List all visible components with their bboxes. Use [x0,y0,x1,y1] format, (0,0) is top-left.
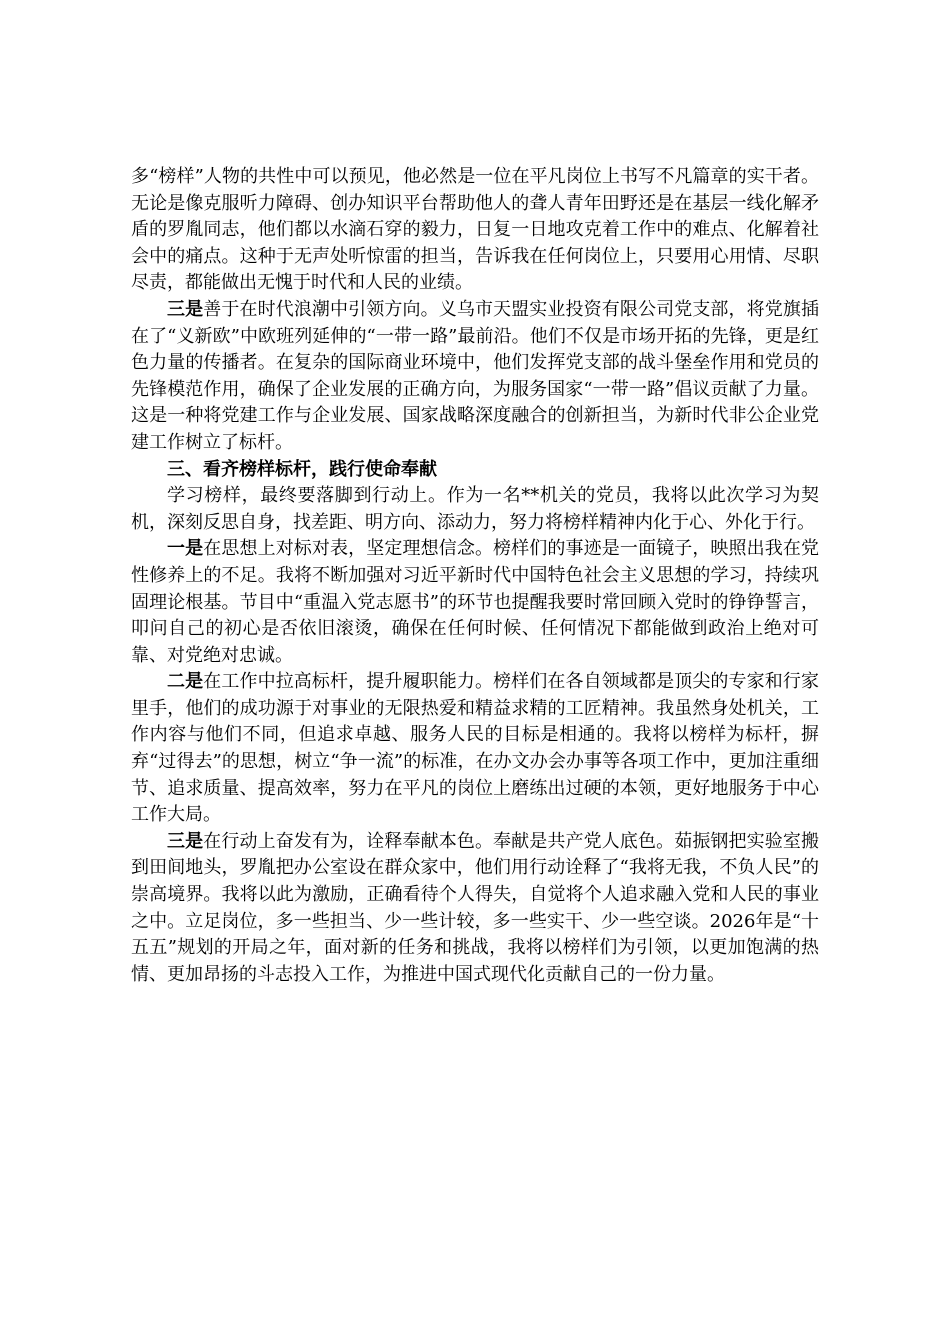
paragraph-point-one [131,536,819,669]
paragraph-text: 学习榜样，最终要落脚到行动上。作为一名**机关的党员，我将以此次学习为契机，深刻反思自身，找差距、明方向、添动力，努力将榜样精神内化于心、外化于行。 [131,485,819,533]
paragraph-intro [131,483,819,536]
paragraph-text: 在工作中拉高标杆，提升履职能力。榜样们在各自领域都是顶尖的专家和行家里手，他们的成功源于对事业的无限热爱和精益求精的工匠精神。我虽然身处机关，工作内容与他们不同，但追求卓越、服务人民的目标是相通的。我将以榜样为标杆，摒弃“过得去”的思想，树立“争一流”的标准，在办文办会办事等各项工作中，更加注重细节、追求质量、提高效率，努力在平凡的岗位上磨练出过硬的本领，更好地服务于中心工作大局。 [131,671,820,826]
paragraph-point-two [131,669,819,829]
paragraph-lead: 二是 [167,671,204,693]
document-body [131,164,819,988]
paragraph-point-three-innovation [131,297,819,457]
paragraph-text: 在思想上对标对表，坚定理想信念。榜样们的事迹是一面镜子，映照出我在党性修养上的不足。我将不断加强对习近平新时代中国特色社会主义思想的学习，持续巩固理论根基。节目中“重温入党志愿书”的环节也提醒我要时常回顾入党时的铮铮誓言，叩问自己的初心是否依旧滚烫，确保在任何时候、任何情况下都能做到政治上绝对可靠、对党绝对忠诚。 [131,538,820,666]
paragraph-lead: 三是 [167,830,204,852]
paragraph-text: 在行动上奋发有为，诠释奉献本色。奉献是共产党人底色。茹振钢把实验室搬到田间地头，罗胤把办公室设在群众家中，他们用行动诠释了“我将无我，不负人民”的崇高境界。我将以此为激励，正确看待个人得失，自觉将个人追求融入党和人民的事业之中。立足岗位，多一些担当、少一些计较，多一些实干、少一些空谈。2026年是“十五五”规划的开局之年，面对新的任务和挑战，我将以榜样们为引领，以更加饱满的热情、更加昂扬的斗志投入工作，为推进中国式现代化贡献自己的一份力量。 [131,830,820,985]
paragraph-continued [131,164,819,297]
paragraph-point-three [131,829,819,989]
section-heading: 三、看齐榜样标杆，践行使命奉献 [167,458,437,480]
paragraph-text: 多“榜样”人物的共性中可以预见，他必然是一位在平凡岗位上书写不凡篇章的实干者。无论是像克服听力障碍、创办知识平台帮助他人的聋人青年田野还是在基层一线化解矛盾的罗胤同志，他们都以水滴石穿的毅力，日复一日地攻克着工作中的难点、化解着社会中的痛点。这种于无声处听惊雷的担当，告诉我在任何岗位上，只要用心用情、尽职尽责，都能做出无愧于时代和人民的业绩。 [131,166,819,294]
paragraph-lead: 三是 [167,298,204,320]
paragraph-text: 善于在时代浪潮中引领方向。义乌市天盟实业投资有限公司党支部，将党旗插在了“义新欧”中欧班列延伸的“一带一路”最前沿。他们不仅是市场开拓的先锋，更是红色力量的传播者。在复杂的国际商业环境中，他们发挥党支部的战斗堡垒作用和党员的先锋模范作用，确保了企业发展的正确方向，为服务国家“一带一路”倡议贡献了力量。这是一种将党建工作与企业发展、国家战略深度融合的创新担当，为新时代非公企业党建工作树立了标杆。 [131,298,820,453]
paragraph-lead: 一是 [167,538,204,560]
